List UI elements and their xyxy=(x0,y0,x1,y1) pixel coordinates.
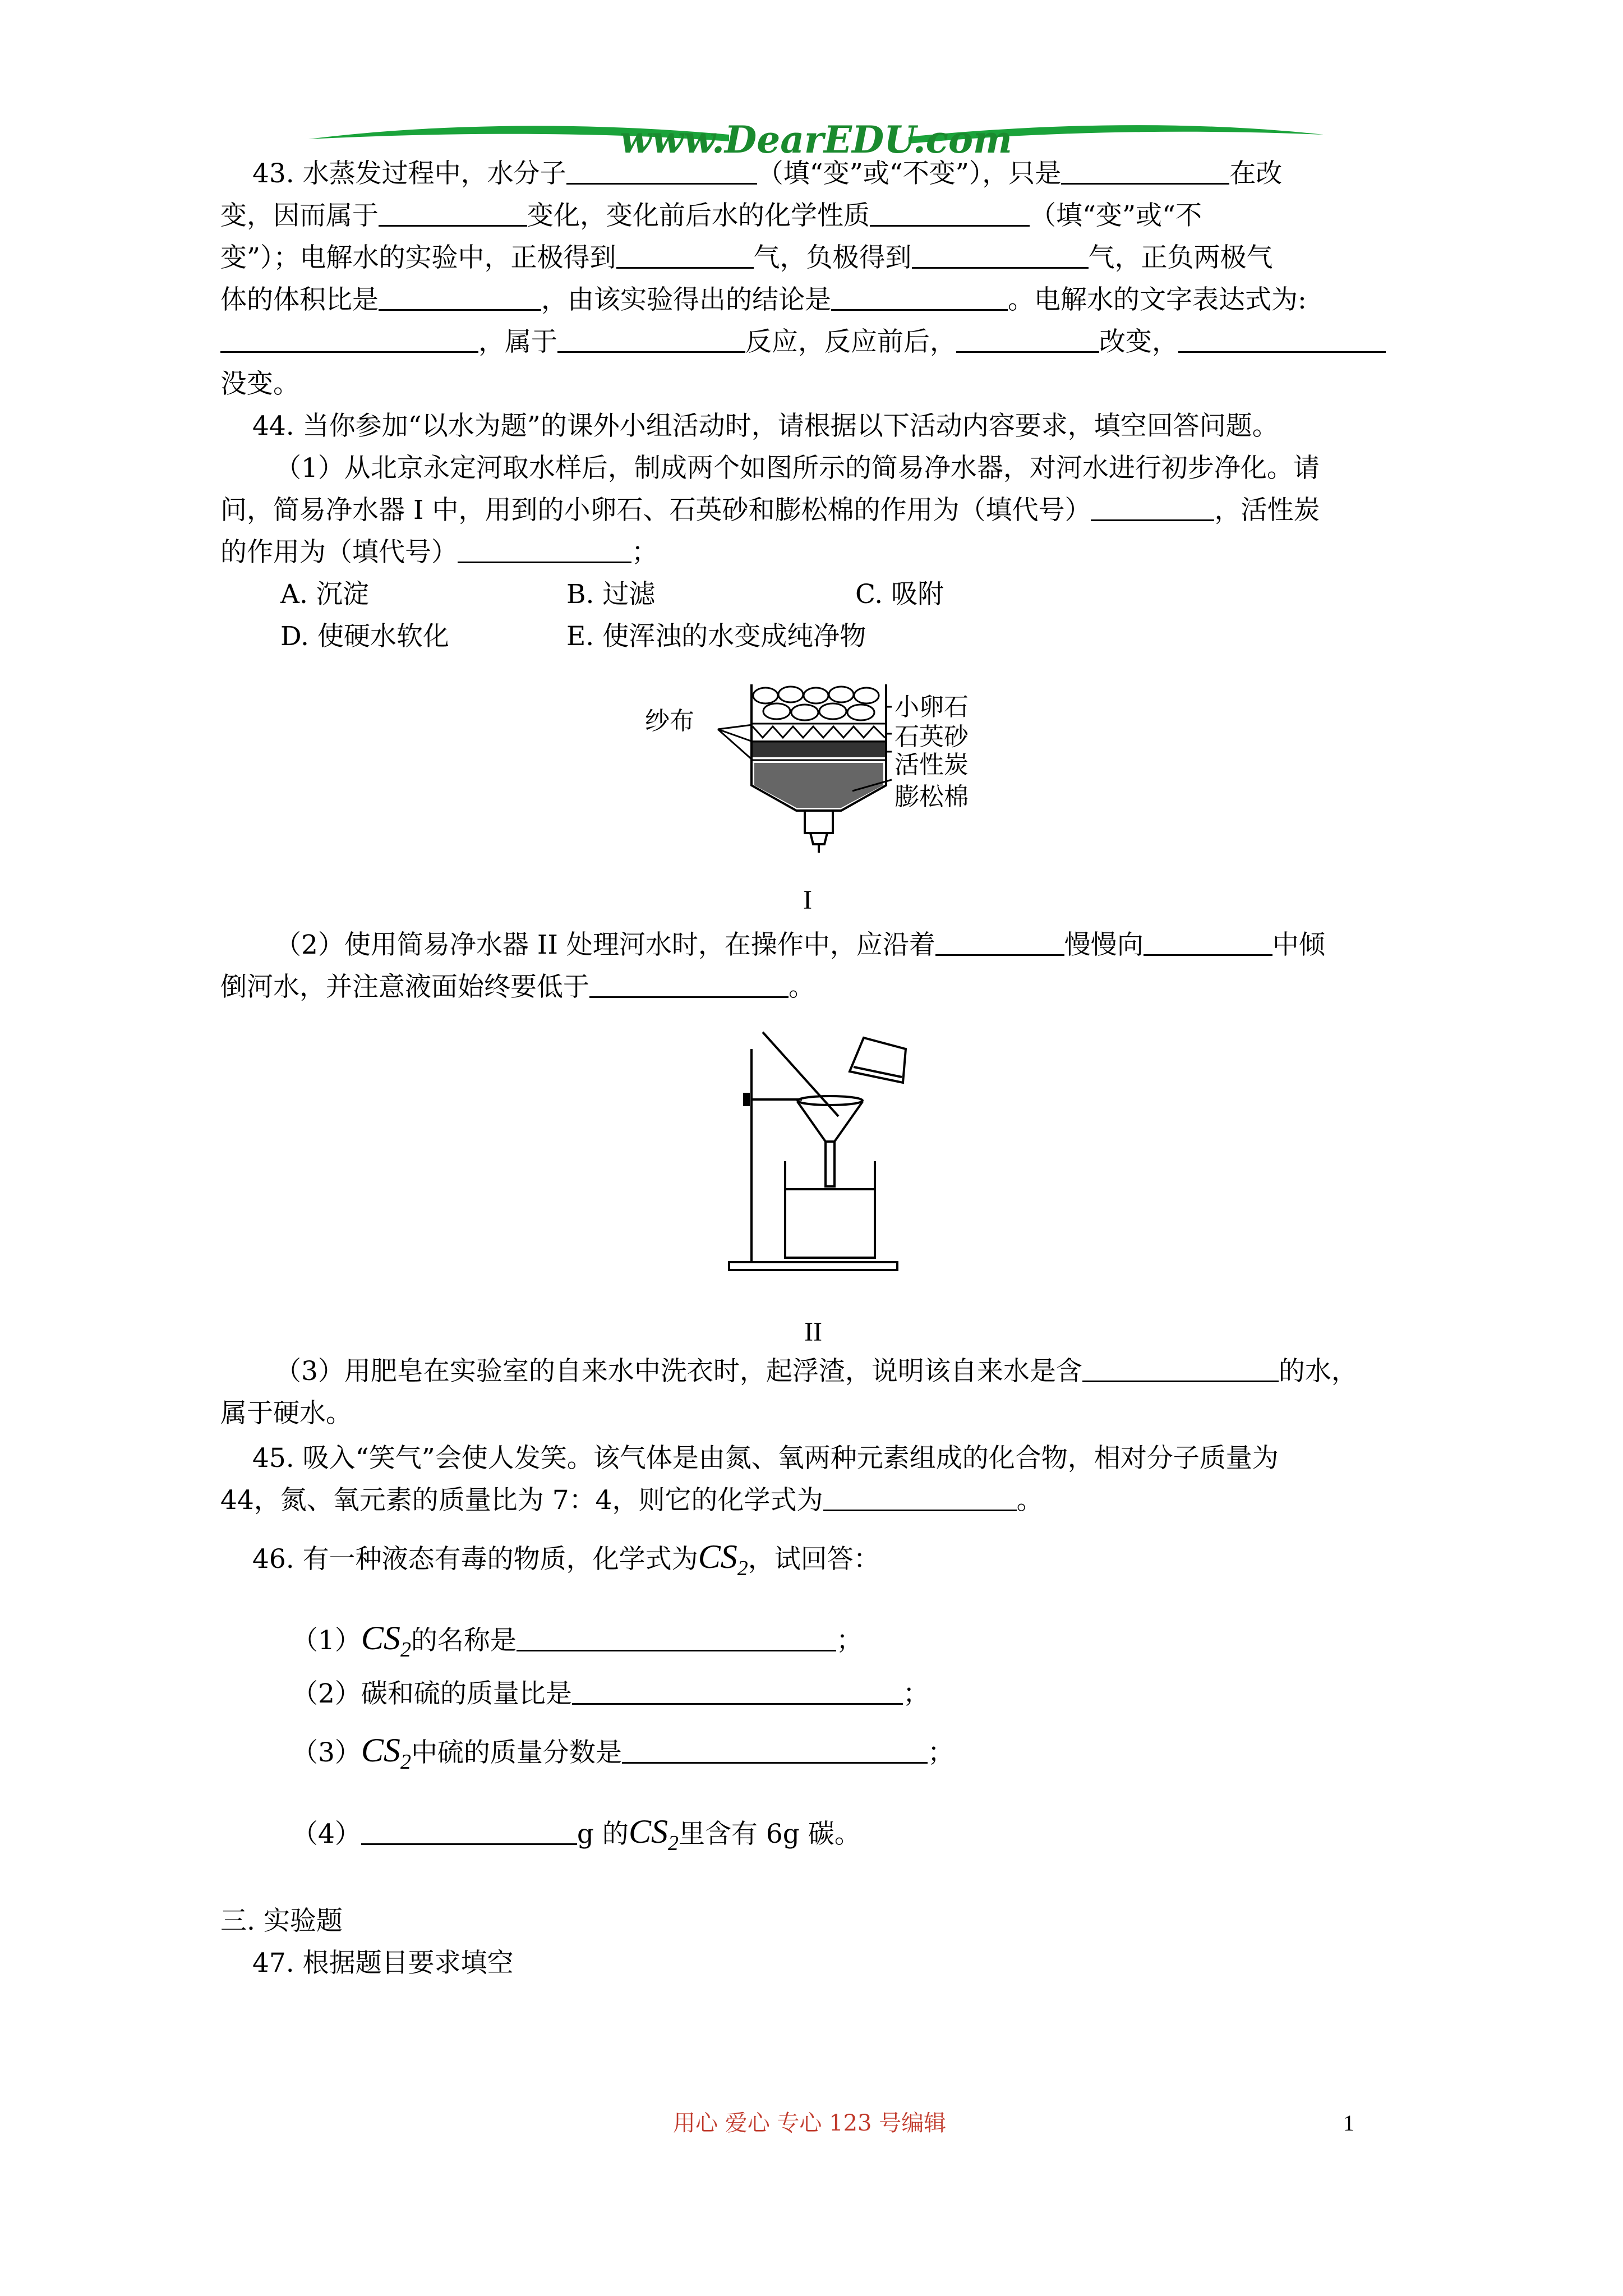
q44-blank-3[interactable] xyxy=(935,925,1064,956)
label-quartz-sand: 石英砂 xyxy=(895,723,969,751)
q44-option-b: B. 过滤 xyxy=(566,579,656,610)
q44-option-c: C. 吸附 xyxy=(855,579,944,610)
q44-part1-line-3: 的作用为（填代号） ； xyxy=(220,530,658,575)
q45-line-1: 45. 吸入“笑气”会使人发笑。该气体是由氮、氧两种元素组成的化合物，相对分子质量为 xyxy=(252,1443,1279,1474)
q43-blank-11[interactable] xyxy=(956,322,1099,353)
label-activated-carbon: 活性炭 xyxy=(895,751,969,779)
formula-cs2: $CS_2$ xyxy=(698,1538,748,1580)
formula-cs2: $CS_2$ xyxy=(628,1813,679,1855)
q45-blank-1[interactable] xyxy=(823,1480,1017,1511)
q43-blank-1[interactable] xyxy=(566,154,757,185)
figure-1-caption: I xyxy=(803,885,812,915)
q43-line-2: 变，因而属于 变化，变化前后水的化学性质 （填“变”或“不 xyxy=(220,194,1202,238)
q46-blank-1[interactable] xyxy=(517,1621,836,1651)
figure-2-caption: II xyxy=(804,1317,822,1347)
q44-blank-2[interactable] xyxy=(458,532,631,563)
page-number: 1 xyxy=(1343,2110,1354,2136)
q43-blank-10[interactable] xyxy=(557,322,745,353)
label-gauze: 纱布 xyxy=(645,707,694,735)
q44-option-e: E. 使浑浊的水变成纯净物 xyxy=(566,621,866,652)
q46-sub-4: （4） g 的$CS_2$里含有 6g 碳。 xyxy=(292,1813,861,1855)
q43-blank-7[interactable] xyxy=(379,280,541,311)
q46-sub-1: $(1)CS_2$的名称是 ； xyxy=(292,1619,863,1662)
q44-blank-5[interactable] xyxy=(589,967,789,998)
q47-line: 47. 根据题目要求填空 xyxy=(252,1948,514,1978)
label-cotton: 膨松棉 xyxy=(895,783,969,811)
q46-blank-2[interactable] xyxy=(572,1674,903,1705)
q46-sub-3: $(3)CS_2$中硫的质量分数是 ； xyxy=(292,1732,954,1774)
q44-option-d: D. 使硬水软化 xyxy=(280,621,449,652)
figure-filtration-apparatus xyxy=(723,1027,925,1273)
formula-cs2: $CS_2$ xyxy=(361,1619,411,1662)
q44-part1-line-2: 问，简易净水器 I 中，用到的小卵石、石英砂和膨松棉的作用为（填代号） ，活性炭 xyxy=(220,488,1320,533)
label-pebbles: 小卵石 xyxy=(895,693,969,721)
formula-cs2: $CS_2$ xyxy=(361,1732,411,1774)
q44-part3-line-2: 属于硬水。 xyxy=(220,1398,352,1429)
q44-part1-line-1: （1）从北京永定河取水样后，制成两个如图所示的简易净水器，对河水进行初步净化。请 xyxy=(275,453,1320,484)
q43-blank-6[interactable] xyxy=(912,238,1089,269)
q44-blank-6[interactable] xyxy=(1082,1351,1279,1382)
q44-part3-line-1: （3）用肥皂在实验室的自来水中洗衣时，起浮渣，说明该自来水是含 的水， xyxy=(275,1349,1358,1394)
q43-blank-9[interactable] xyxy=(220,322,478,353)
q46-blank-3[interactable] xyxy=(622,1733,928,1764)
q43-blank-12[interactable] xyxy=(1178,322,1386,353)
q44-part2-line-1: （2）使用简易净水器 II 处理河水时，在操作中，应沿着 慢慢向 中倾 xyxy=(275,923,1325,968)
figure-water-purifier xyxy=(628,673,1009,869)
q43-line-6: 没变。 xyxy=(220,369,299,399)
q44-option-a: A. 沉淀 xyxy=(280,579,369,610)
q43-blank-5[interactable] xyxy=(616,238,754,269)
q43-blank-4[interactable] xyxy=(870,196,1030,227)
q43-blank-8[interactable] xyxy=(831,280,1008,311)
q46-intro: 46. 有一种液态有毒的物质，化学式为$CS_2$，试回答： xyxy=(252,1538,880,1580)
q45-line-2: 44，氮、氧元素的质量比为 7：4，则它的化学式为 。 xyxy=(220,1478,1043,1523)
section-3-title: 三. 实验题 xyxy=(220,1906,343,1936)
q46-blank-4[interactable] xyxy=(361,1814,577,1845)
q44-blank-4[interactable] xyxy=(1144,925,1272,956)
footer-text: 用心 爱心 专心 123 号编辑 xyxy=(673,2110,947,2136)
q43-blank-2[interactable] xyxy=(1061,154,1229,185)
q43-line-3: 变”）；电解水的实验中，正极得到 气，负极得到 气，正负两极气 xyxy=(220,236,1273,280)
q44-blank-1[interactable] xyxy=(1091,490,1214,521)
q46-sub-2: （2）碳和硫的质量比是 ； xyxy=(292,1672,929,1717)
q44-intro: 44. 当你参加“以水为题”的课外小组活动时，请根据以下活动内容要求，填空回答问题。 xyxy=(252,411,1279,441)
q43-line-4: 体的体积比是 ，由该实验得出的结论是 。电解水的文字表达式为: xyxy=(220,278,1307,323)
q43-line-1: 43. 水蒸发过程中，水分子 （填“变”或“不变”），只是 在改 xyxy=(252,151,1282,196)
logo-text: www.DearEDU.com xyxy=(620,118,1012,162)
q43-line-5: ，属于 反应，反应前后， 改变， xyxy=(220,320,1386,365)
q44-part2-line-2: 倒河水，并注意液面始终要低于 。 xyxy=(220,965,815,1010)
q43-blank-3[interactable] xyxy=(379,196,527,227)
